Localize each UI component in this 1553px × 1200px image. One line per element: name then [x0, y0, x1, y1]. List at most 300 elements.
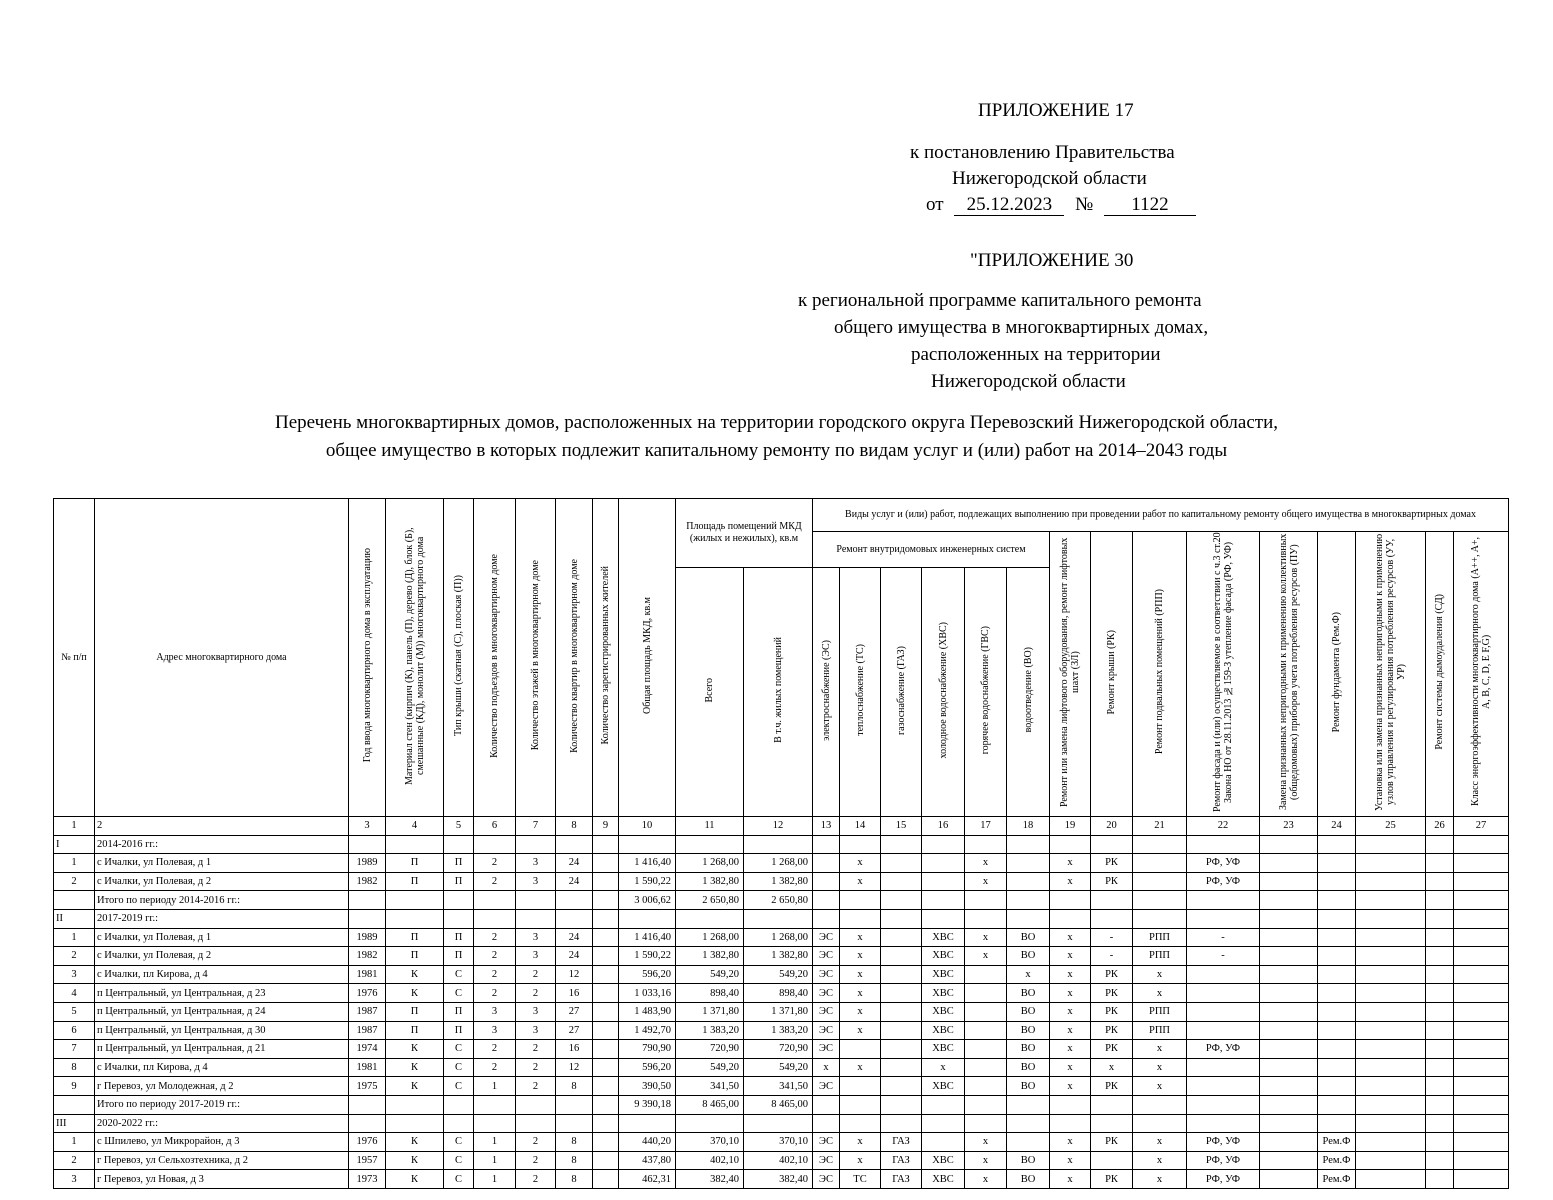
table-cell: П: [444, 928, 474, 947]
table-cell: 382,40: [676, 1170, 744, 1189]
header-lift: Ремонт или замена лифтового оборудования, ремонт лифтовых шахт (ЗЛ): [1050, 532, 1091, 817]
table-cell: [965, 984, 1007, 1003]
empty-cell: [386, 909, 444, 928]
table-cell: [1356, 1170, 1426, 1189]
column-number: 9: [593, 817, 619, 836]
table-cell: РФ, УФ: [1187, 1040, 1260, 1059]
table-cell: П: [386, 854, 444, 873]
table-cell: [1007, 1133, 1050, 1152]
table-cell: [593, 928, 619, 947]
column-number: 18: [1007, 817, 1050, 836]
table-cell: [1318, 1040, 1356, 1059]
table-cell: 27: [556, 1021, 593, 1040]
empty-cell: [556, 891, 593, 910]
table-cell: РФ, УФ: [1187, 854, 1260, 873]
table-cell: [593, 1021, 619, 1040]
table-cell: 2: [54, 1151, 95, 1170]
table-cell: 1974: [349, 1040, 386, 1059]
table-cell: [1260, 1021, 1318, 1040]
number-label: №: [1075, 194, 1094, 215]
empty-cell: [1091, 909, 1133, 928]
empty-cell: [1007, 835, 1050, 854]
table-cell: -: [1091, 947, 1133, 966]
table-cell: х: [1050, 1040, 1091, 1059]
table-cell: х: [1050, 965, 1091, 984]
empty-cell: [444, 909, 474, 928]
column-number: 15: [881, 817, 922, 836]
table-cell: [1454, 1040, 1509, 1059]
empty-cell: [813, 1114, 840, 1133]
table-cell: [1356, 1002, 1426, 1021]
empty-cell: [516, 1095, 556, 1114]
empty-cell: [744, 909, 813, 928]
table-cell: х: [1050, 947, 1091, 966]
table-cell: ЭС: [813, 1133, 840, 1152]
table-cell: [1356, 1151, 1426, 1170]
table-cell: [1356, 1077, 1426, 1096]
table-cell: ХВС: [922, 984, 965, 1003]
table-cell: [965, 1058, 1007, 1077]
table-cell: [1318, 1002, 1356, 1021]
table-cell: [1318, 872, 1356, 891]
table-cell: [1187, 965, 1260, 984]
table-cell: 24: [556, 872, 593, 891]
empty-cell: [1426, 1095, 1454, 1114]
address-cell: с Ичалки, ул Полевая, д 1: [95, 854, 349, 873]
table-cell: 24: [556, 854, 593, 873]
header-premises-area: Площадь помещений МКД (жилых и нежилых), кв.м: [676, 499, 813, 568]
column-number: 5: [444, 817, 474, 836]
total-label: Итого по периоду 2017-2019 гг.:: [95, 1095, 349, 1114]
table-cell: 3: [516, 854, 556, 873]
table-cell: [881, 1077, 922, 1096]
empty-cell: [386, 1095, 444, 1114]
total-value: 2 650,80: [744, 891, 813, 910]
table-cell: [1454, 965, 1509, 984]
table-cell: [1356, 872, 1426, 891]
header-residents: Количество зарегистрированных жителей: [593, 499, 619, 817]
table-cell: [965, 1077, 1007, 1096]
empty-cell: [1007, 1095, 1050, 1114]
table-cell: РК: [1091, 854, 1133, 873]
table-cell: 3: [54, 1170, 95, 1189]
table-cell: 2: [474, 984, 516, 1003]
table-cell: [1454, 928, 1509, 947]
table-cell: 370,10: [744, 1133, 813, 1152]
table-cell: [1260, 1151, 1318, 1170]
table-cell: 1982: [349, 947, 386, 966]
address-cell: п Центральный, ул Центральная, д 24: [95, 1002, 349, 1021]
table-cell: 8: [556, 1077, 593, 1096]
table-cell: 27: [556, 1002, 593, 1021]
table-cell: 1 033,16: [619, 984, 676, 1003]
table-cell: 1957: [349, 1151, 386, 1170]
table-cell: 2: [516, 1151, 556, 1170]
empty-cell: [516, 891, 556, 910]
empty-cell: [881, 909, 922, 928]
period-number: II: [54, 909, 95, 928]
empty-cell: [349, 909, 386, 928]
table-cell: х: [965, 928, 1007, 947]
table-cell: 8: [54, 1058, 95, 1077]
table-cell: 1 382,80: [744, 947, 813, 966]
empty-cell: [474, 909, 516, 928]
table-cell: 549,20: [676, 965, 744, 984]
table-cell: РК: [1091, 1077, 1133, 1096]
table-cell: [813, 854, 840, 873]
total-label: Итого по периоду 2014-2016 гг.:: [95, 891, 349, 910]
table-cell: 1976: [349, 1133, 386, 1152]
empty-cell: [1091, 891, 1133, 910]
header-num: № п/п: [54, 499, 95, 817]
table-cell: [1426, 1021, 1454, 1040]
table-cell: [1318, 854, 1356, 873]
table-cell: [1356, 928, 1426, 947]
empty-cell: [1318, 891, 1356, 910]
total-value: 9 390,18: [619, 1095, 676, 1114]
table-cell: ХВС: [922, 947, 965, 966]
table-cell: [593, 984, 619, 1003]
table-cell: ЭС: [813, 1021, 840, 1040]
table-cell: ВО: [1007, 1002, 1050, 1021]
table-cell: х: [1050, 1077, 1091, 1096]
table-cell: [1454, 1151, 1509, 1170]
table-cell: [1426, 947, 1454, 966]
header-roof-type: Тип крыши (скатная (С), плоская (П)): [444, 499, 474, 817]
column-number-row: [54, 817, 1509, 836]
empty-cell: [1050, 1095, 1091, 1114]
table-cell: [1187, 1077, 1260, 1096]
empty-cell: [676, 1114, 744, 1133]
table-cell: [1133, 872, 1187, 891]
table-cell: [593, 965, 619, 984]
column-number: 25: [1356, 817, 1426, 836]
table-cell: 2: [474, 1058, 516, 1077]
period-row: [54, 1114, 1509, 1133]
address-cell: п Центральный, ул Центральная, д 23: [95, 984, 349, 1003]
table-cell: ВО: [1007, 1021, 1050, 1040]
table-cell: [965, 1040, 1007, 1059]
table-cell: х: [1133, 1040, 1187, 1059]
table-cell: [1356, 854, 1426, 873]
table-cell: [1007, 854, 1050, 873]
table-cell: [1007, 872, 1050, 891]
table-cell: 1987: [349, 1002, 386, 1021]
table-cell: [1426, 1058, 1454, 1077]
table-cell: С: [444, 1133, 474, 1152]
table-cell: ХВС: [922, 1151, 965, 1170]
table-cell: х: [840, 1151, 881, 1170]
total-value: 8 465,00: [744, 1095, 813, 1114]
appendix-30-title: "ПРИЛОЖЕНИЕ 30: [970, 250, 1134, 271]
empty-cell: [1091, 835, 1133, 854]
table-cell: х: [840, 1058, 881, 1077]
table-cell: х: [840, 1002, 881, 1021]
empty-cell: [1187, 1114, 1260, 1133]
table-cell: К: [386, 1170, 444, 1189]
table-cell: 549,20: [744, 1058, 813, 1077]
empty-cell: [881, 835, 922, 854]
address-cell: п Центральный, ул Центральная, д 30: [95, 1021, 349, 1040]
table-cell: ЭС: [813, 1002, 840, 1021]
table-cell: ХВС: [922, 965, 965, 984]
table-row: [54, 1058, 1509, 1077]
table-cell: [593, 872, 619, 891]
table-cell: х: [840, 1021, 881, 1040]
table-cell: х: [1050, 1170, 1091, 1189]
table-cell: [1454, 1170, 1509, 1189]
table-cell: х: [840, 965, 881, 984]
table-cell: [593, 1002, 619, 1021]
table-cell: 1: [54, 928, 95, 947]
table-cell: [593, 854, 619, 873]
empty-cell: [965, 1114, 1007, 1133]
table-cell: 1: [54, 854, 95, 873]
empty-cell: [1454, 891, 1509, 910]
table-cell: ВО: [1007, 1151, 1050, 1170]
empty-cell: [922, 835, 965, 854]
header-facade: Ремонт фасада и (или) осуществляемое в соответствии с ч.3 ст.20 Закона НО от 28.11.2013 №159-З утепление фасада (РФ, УФ): [1187, 532, 1260, 817]
empty-cell: [349, 835, 386, 854]
column-number: 17: [965, 817, 1007, 836]
table-cell: К: [386, 1151, 444, 1170]
table-cell: 12: [556, 1058, 593, 1077]
table-cell: [881, 1002, 922, 1021]
period-number: III: [54, 1114, 95, 1133]
empty-cell: [556, 1095, 593, 1114]
table-cell: [1454, 984, 1509, 1003]
table-cell: 1 492,70: [619, 1021, 676, 1040]
empty-cell: [813, 891, 840, 910]
table-cell: [1187, 1021, 1260, 1040]
table-cell: [1454, 1002, 1509, 1021]
table-cell: РК: [1091, 984, 1133, 1003]
table-cell: [1260, 947, 1318, 966]
table-cell: -: [1187, 947, 1260, 966]
empty-cell: [840, 1095, 881, 1114]
table-cell: ЭС: [813, 928, 840, 947]
table-cell: [922, 1133, 965, 1152]
table-cell: [1187, 1002, 1260, 1021]
table-cell: ГАЗ: [881, 1133, 922, 1152]
table-cell: 1: [474, 1077, 516, 1096]
empty-cell: [965, 835, 1007, 854]
table-cell: [1454, 872, 1509, 891]
table-cell: х: [1007, 965, 1050, 984]
table-cell: РК: [1091, 965, 1133, 984]
table-cell: ЭС: [813, 947, 840, 966]
table-cell: РК: [1091, 1133, 1133, 1152]
table-cell: [1426, 1040, 1454, 1059]
empty-cell: [474, 835, 516, 854]
table-cell: ЭС: [813, 1040, 840, 1059]
period-row: [54, 835, 1509, 854]
table-cell: Рем.Ф: [1318, 1133, 1356, 1152]
address-cell: с Ичалки, ул Полевая, д 1: [95, 928, 349, 947]
table-cell: ГАЗ: [881, 1170, 922, 1189]
table-cell: 8: [556, 1151, 593, 1170]
empty-cell: [1187, 891, 1260, 910]
table-cell: [1260, 928, 1318, 947]
table-cell: ХВС: [922, 1077, 965, 1096]
table-cell: 1: [474, 1133, 516, 1152]
table-cell: 8: [556, 1170, 593, 1189]
table-cell: [1260, 872, 1318, 891]
table-cell: 1 371,80: [744, 1002, 813, 1021]
table-cell: [1426, 854, 1454, 873]
empty-cell: [922, 891, 965, 910]
address-cell: с Ичалки, пл Кирова, д 4: [95, 965, 349, 984]
empty-cell: [1318, 835, 1356, 854]
table-cell: 1 268,00: [744, 928, 813, 947]
table-cell: 1975: [349, 1077, 386, 1096]
column-number: 24: [1318, 817, 1356, 836]
empty-cell: [840, 835, 881, 854]
table-cell: ВО: [1007, 947, 1050, 966]
table-cell: [813, 872, 840, 891]
empty-cell: [881, 1114, 922, 1133]
table-cell: -: [1091, 928, 1133, 947]
column-number: 14: [840, 817, 881, 836]
table-cell: 2: [474, 947, 516, 966]
table-cell: 5: [54, 1002, 95, 1021]
empty-cell: [744, 1114, 813, 1133]
empty-cell: [1091, 1114, 1133, 1133]
table-cell: [965, 1021, 1007, 1040]
resolution-line-1: к постановлению Правительства: [910, 142, 1175, 163]
empty-cell: [593, 909, 619, 928]
table-cell: [593, 1170, 619, 1189]
table-cell: х: [965, 947, 1007, 966]
program-line-4: Нижегородской области: [931, 371, 1126, 392]
table-cell: [840, 1040, 881, 1059]
table-cell: К: [386, 1040, 444, 1059]
table-cell: 3: [54, 965, 95, 984]
table-cell: 2: [516, 1077, 556, 1096]
empty-cell: [922, 1095, 965, 1114]
period-row: [54, 909, 1509, 928]
table-cell: х: [840, 984, 881, 1003]
table-cell: [593, 1151, 619, 1170]
table-cell: [1260, 1058, 1318, 1077]
table-cell: 1 382,80: [676, 872, 744, 891]
empty-cell: [349, 1095, 386, 1114]
column-number: 23: [1260, 817, 1318, 836]
appendix-title: ПРИЛОЖЕНИЕ 17: [978, 100, 1134, 121]
table-cell: [593, 1040, 619, 1059]
empty-cell: [1454, 909, 1509, 928]
table-cell: [922, 854, 965, 873]
header-total-area: Общая площадь МКД, кв.м: [619, 499, 676, 817]
empty-cell: [922, 1114, 965, 1133]
header-entrances: Количество подъездов в многоквартирном доме: [474, 499, 516, 817]
table-cell: П: [386, 928, 444, 947]
table-cell: 1 383,20: [676, 1021, 744, 1040]
table-cell: РК: [1091, 1021, 1133, 1040]
table-cell: х: [1133, 1170, 1187, 1189]
table-cell: 390,50: [619, 1077, 676, 1096]
empty-cell: [1426, 1114, 1454, 1133]
table-cell: 437,80: [619, 1151, 676, 1170]
table-row: [54, 1002, 1509, 1021]
empty-cell: [840, 1114, 881, 1133]
table-cell: [1260, 965, 1318, 984]
table-cell: [1454, 1077, 1509, 1096]
table-cell: [1356, 947, 1426, 966]
address-cell: с Ичалки, ул Полевая, д 2: [95, 947, 349, 966]
table-cell: РПП: [1133, 1021, 1187, 1040]
table-cell: ВО: [1007, 1077, 1050, 1096]
table-cell: ВО: [1007, 1170, 1050, 1189]
table-cell: 402,10: [676, 1151, 744, 1170]
table-cell: [1426, 928, 1454, 947]
table-cell: РФ, УФ: [1187, 1151, 1260, 1170]
empty-cell: [1454, 835, 1509, 854]
table-cell: 1 416,40: [619, 854, 676, 873]
header-energy-class: Класс энергоэффективности многоквартирного дома (A++, A+, A, B, C, D, E F,G): [1454, 532, 1509, 817]
empty-cell: [813, 909, 840, 928]
header-area-residential: В т.ч. жилых помещений: [744, 568, 813, 817]
table-cell: 2: [474, 872, 516, 891]
table-cell: х: [1133, 984, 1187, 1003]
table-cell: РПП: [1133, 947, 1187, 966]
table-cell: [1426, 1133, 1454, 1152]
empty-cell: [840, 891, 881, 910]
table-cell: [1187, 1058, 1260, 1077]
table-cell: [593, 947, 619, 966]
empty-cell: [349, 1114, 386, 1133]
header-smoke: Ремонт системы дымоудаления (СД): [1426, 532, 1454, 817]
table-cell: х: [1133, 1058, 1187, 1077]
empty-cell: [744, 835, 813, 854]
table-cell: 16: [556, 1040, 593, 1059]
column-number: 11: [676, 817, 744, 836]
header-gaz: газоснабжение (ГАЗ): [881, 568, 922, 817]
table-cell: 382,40: [744, 1170, 813, 1189]
table-row: [54, 872, 1509, 891]
table-cell: 720,90: [676, 1040, 744, 1059]
empty-cell: [1260, 1095, 1318, 1114]
empty-cell: [1187, 909, 1260, 928]
table-cell: ГАЗ: [881, 1151, 922, 1170]
empty-cell: [556, 909, 593, 928]
table-cell: 596,20: [619, 965, 676, 984]
table-cell: 549,20: [676, 1058, 744, 1077]
empty-cell: [1356, 1095, 1426, 1114]
empty-cell: [1454, 1114, 1509, 1133]
empty-cell: [1260, 1114, 1318, 1133]
table-cell: Рем.Ф: [1318, 1170, 1356, 1189]
program-line-3: расположенных на территории: [911, 344, 1161, 365]
empty-cell: [1318, 909, 1356, 928]
table-cell: 8: [556, 1133, 593, 1152]
empty-cell: [619, 1114, 676, 1133]
table-cell: х: [965, 854, 1007, 873]
program-line-2: общего имущества в многоквартирных домах,: [834, 317, 1209, 338]
table-row: [54, 1170, 1509, 1189]
document-title-line-1: Перечень многоквартирных домов, расположенных на территории городского округа Перевозский Нижегородской области,: [274, 412, 1278, 433]
table-cell: [1356, 984, 1426, 1003]
empty-cell: [1007, 1114, 1050, 1133]
table-cell: 1 268,00: [744, 854, 813, 873]
table-row: [54, 947, 1509, 966]
column-number: 22: [1187, 817, 1260, 836]
table-cell: РФ, УФ: [1187, 1133, 1260, 1152]
table-cell: х: [1050, 872, 1091, 891]
table-cell: [1260, 1002, 1318, 1021]
table-cell: 4: [54, 984, 95, 1003]
table-cell: 790,90: [619, 1040, 676, 1059]
